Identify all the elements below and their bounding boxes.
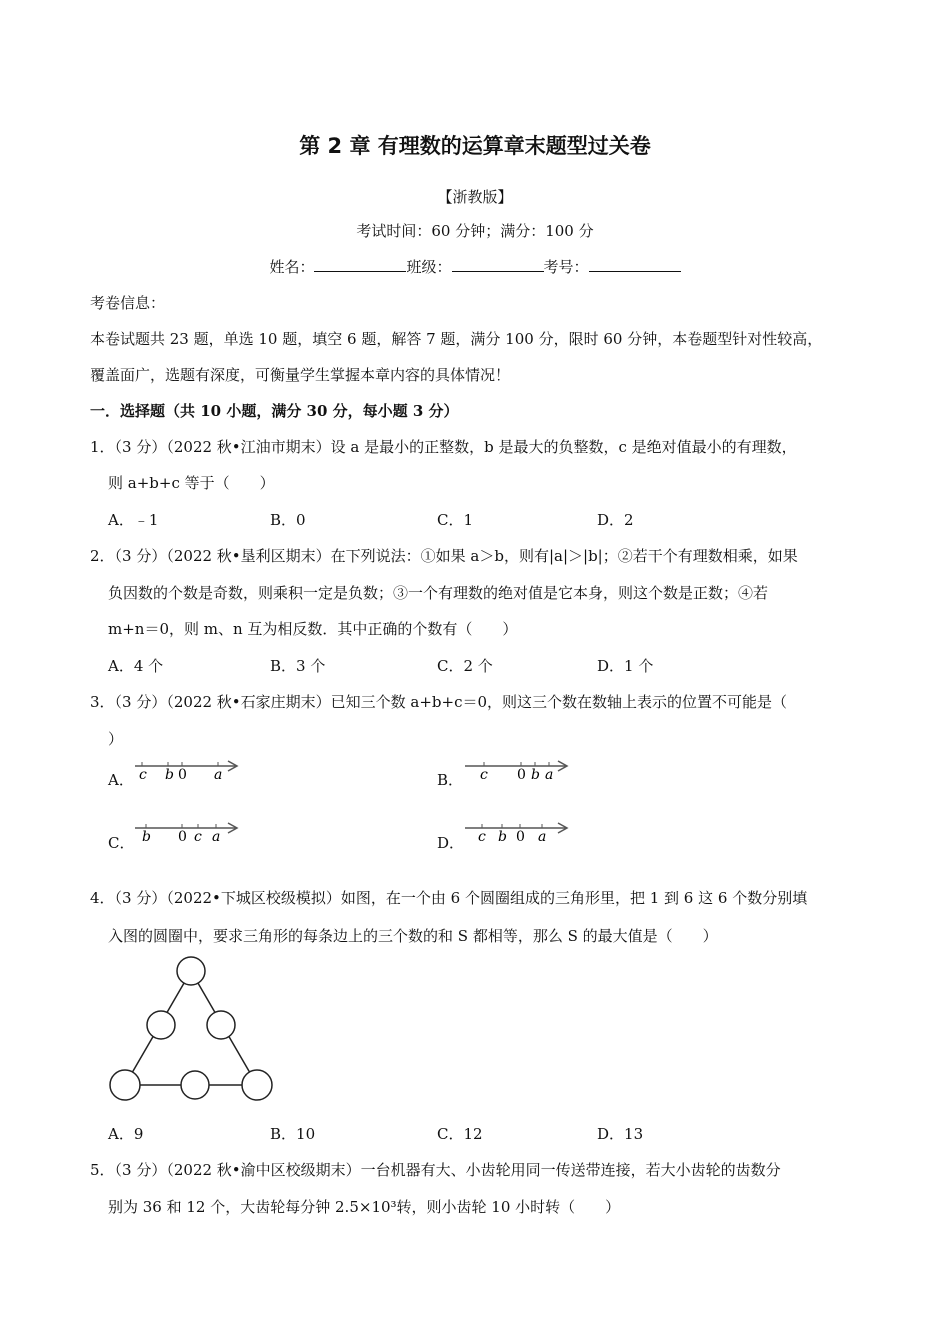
q4-option-c: C．12	[437, 1125, 483, 1143]
q4-option-d: D．13	[597, 1125, 644, 1143]
class-blank	[452, 257, 544, 272]
q2-option-b: B．3 个	[270, 657, 326, 675]
q3-number-line-b	[462, 756, 578, 784]
q2-line-3: m+n＝0，则 m、n 互为相反数．其中正确的个数有（ ）	[108, 620, 518, 638]
q2-option-d: D．1 个	[597, 657, 654, 675]
q4-line-1: 4．（3 分）（2022•下城区校级模拟）如图，在一个由 6 个圆圈组成的三角形里，把 1 到 6 这 6 个数分别填	[90, 889, 808, 907]
q3-option-b: B．	[437, 771, 464, 789]
q4-option-a: A．9	[108, 1125, 144, 1143]
axis-a-label-2: b	[165, 767, 174, 783]
axis-b-label-1: c	[480, 767, 488, 783]
q4-line-2: 入图的圆圈中，要求三角形的每条边上的三个数的和 S 都相等，那么 S 的最大值是（ ）	[108, 927, 718, 945]
triangle-circle-right-mid	[207, 1011, 235, 1039]
q3-line-2: ）	[108, 730, 124, 748]
triangle-circle-top	[177, 957, 205, 985]
q1-option-c: C．1	[437, 511, 474, 529]
name-blank	[314, 257, 406, 272]
number-label: 考号：	[543, 258, 589, 276]
axis-b-label-4: a	[545, 767, 554, 783]
info-line-1: 本卷试题共 23 题，单选 10 题，填空 6 题，解答 7 题，满分 100 分，限时 60 分钟，本卷题型针对性较高，	[90, 330, 823, 348]
axis-d-label-1: c	[478, 829, 486, 845]
q2-line-1: 2．（3 分）（2022 秋•垦利区期末）在下列说法：①如果 a＞b，则有|a|＞|b|；②若干个有理数相乘，如果	[90, 547, 798, 565]
axis-d-label-3: 0	[516, 829, 525, 845]
axis-d-label-2: b	[498, 829, 507, 845]
q2-option-c: C．2 个	[437, 657, 493, 675]
q1-option-a: A．﹣1	[108, 511, 159, 529]
axis-a-label-3: 0	[178, 767, 187, 783]
page-title: 第 2 章 有理数的运算章末题型过关卷	[299, 134, 651, 158]
axis-c-label-2: 0	[178, 829, 187, 845]
q5-line-2: 别为 36 和 12 个，大齿轮每分钟 2.5×10³转，则小齿轮 10 小时转（ ）	[108, 1198, 621, 1216]
triangle-circle-bottom-right	[242, 1070, 272, 1100]
axis-a-label-1: c	[139, 767, 147, 783]
q5-line-1: 5．（3 分）（2022 秋•渝中区校级期末）一台机器有大、小齿轮用同一传送带连接，若大小齿轮的齿数分	[90, 1161, 781, 1179]
q2-line-2: 负因数的个数是奇数，则乘积一定是负数；③一个有理数的绝对值是它本身，则这个数是正数；④若	[108, 584, 769, 602]
q3-number-line-d	[462, 818, 578, 846]
name-label: 姓名：	[269, 258, 315, 276]
number-blank	[589, 257, 681, 272]
info-heading: 考卷信息：	[90, 294, 166, 312]
q3-option-c: C．	[108, 834, 135, 852]
info-line-2: 覆盖面广，选题有深度，可衡量学生掌握本章内容的具体情况！	[90, 366, 511, 384]
axis-b-label-3: b	[531, 767, 540, 783]
q1-option-d: D．2	[597, 511, 634, 529]
triangle-circle-left-mid	[147, 1011, 175, 1039]
axis-d-label-4: a	[538, 829, 547, 845]
triangle-circle-bottom-left	[110, 1070, 140, 1100]
axis-b-label-2: 0	[517, 767, 526, 783]
axis-a-label-4: a	[214, 767, 223, 783]
q3-option-a: A．	[108, 771, 134, 789]
student-info-row	[0, 256, 950, 277]
q1-line-1: 1．（3 分）（2022 秋•江油市期末）设 a 是最小的正整数，b 是最大的负整数，c 是绝对值最小的有理数，	[90, 438, 797, 456]
class-label: 班级：	[406, 258, 452, 276]
triangle-circle-bottom-mid	[181, 1071, 209, 1099]
q4-option-b: B．10	[270, 1125, 316, 1143]
axis-c-label-3: c	[194, 829, 202, 845]
q3-line-1: 3．（3 分）（2022 秋•石家庄期末）已知三个数 a+b+c＝0，则这三个数在数轴上表示的位置不可能是（	[90, 693, 788, 711]
q3-option-d: D．	[437, 834, 465, 852]
exam-info: 考试时间：60 分钟；满分：100 分	[356, 222, 594, 240]
axis-c-label-1: b	[142, 829, 151, 845]
triangle-circle-diagram	[105, 952, 277, 1104]
q2-option-a: A．4 个	[108, 657, 164, 675]
q1-line-2: 则 a+b+c 等于（ ）	[108, 474, 275, 492]
section-heading: 一．选择题（共 10 小题，满分 30 分，每小题 3 分）	[90, 402, 459, 420]
edition-label: 【浙教版】	[437, 188, 513, 206]
q3-number-line-c	[132, 818, 248, 846]
axis-c-label-4: a	[212, 829, 221, 845]
q3-number-line-a	[132, 756, 248, 784]
q1-option-b: B．0	[270, 511, 306, 529]
